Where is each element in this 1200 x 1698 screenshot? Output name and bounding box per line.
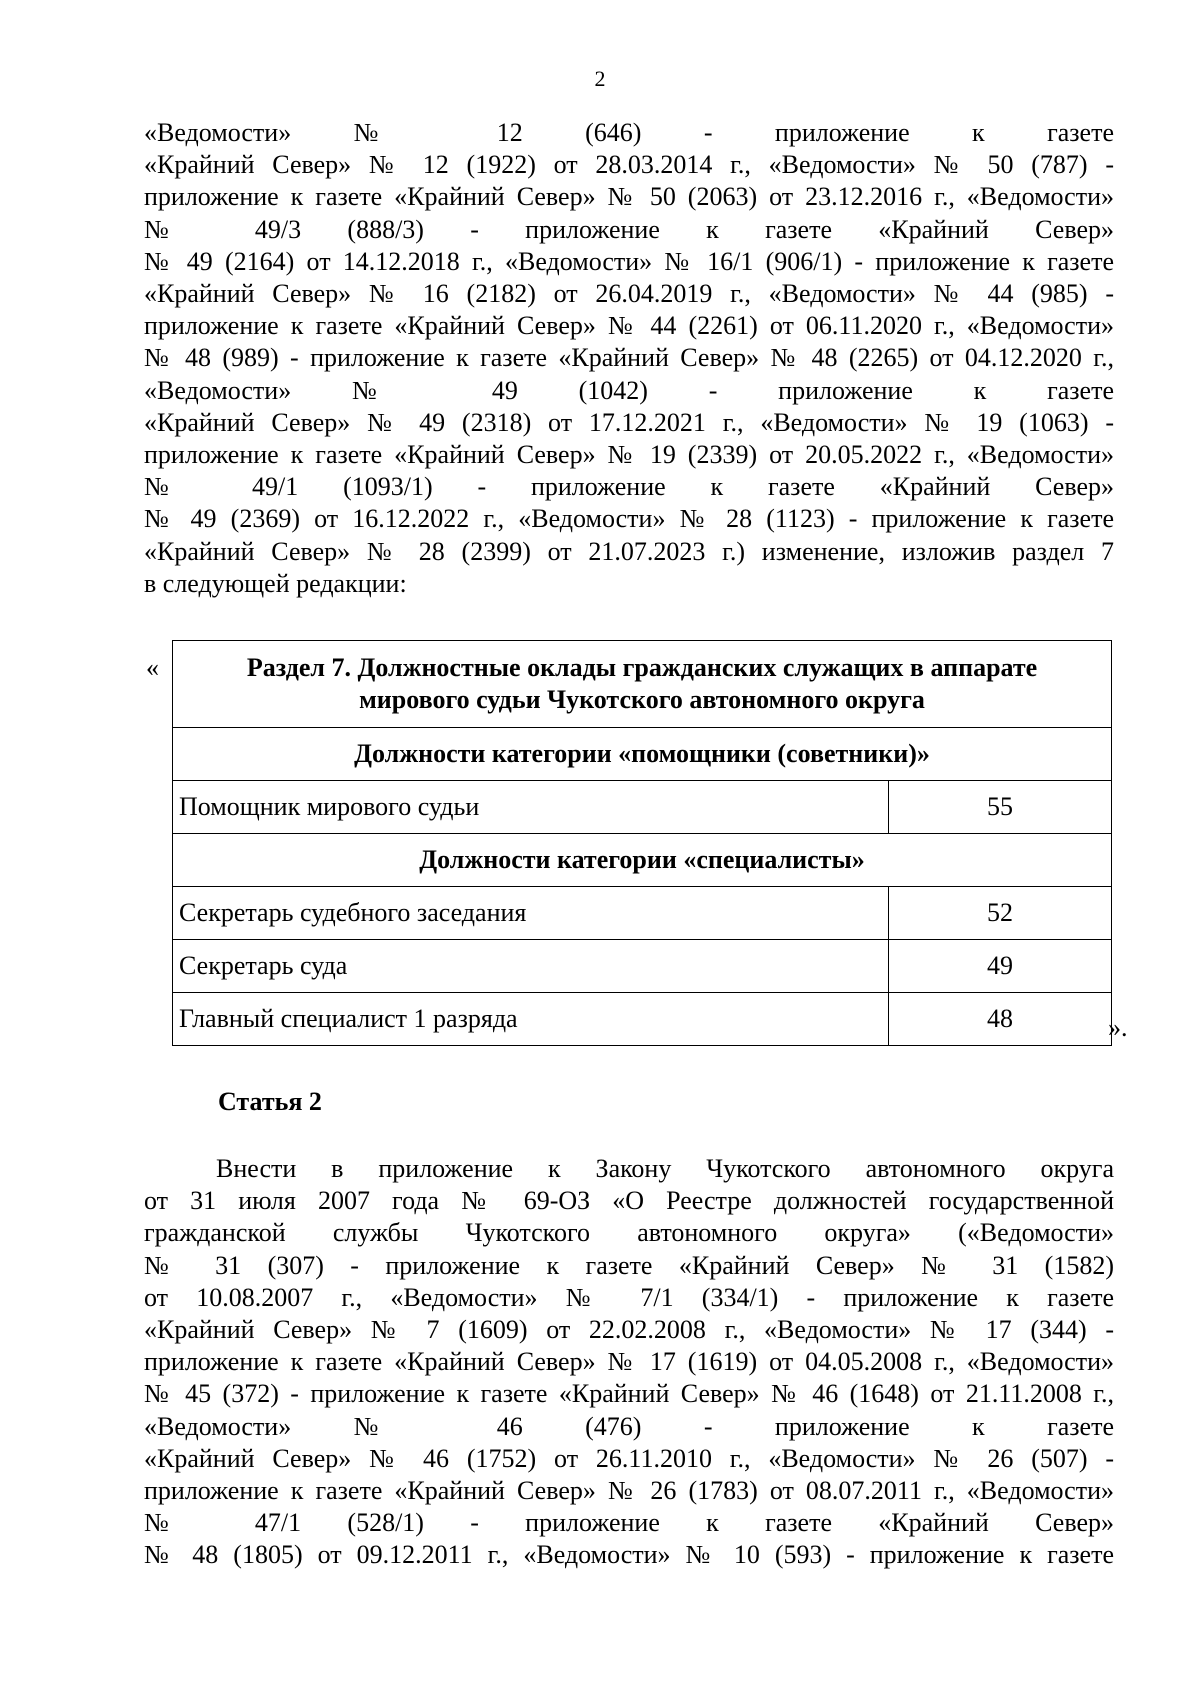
text-line: гражданской службы Чукотского автономного округа» («Ведомости»: [144, 1218, 1114, 1248]
salary-value-cell: 55: [889, 781, 1112, 834]
text-line: в следующей редакции:: [144, 568, 407, 598]
table-close-quote: ».: [1108, 1013, 1128, 1042]
table-row: [173, 993, 1112, 1046]
text-line: Внести в приложение к Закону Чукотского автономного округа: [216, 1154, 1114, 1183]
text-line: «Ведомости» № 49 (1042) - приложение к газете: [144, 375, 1114, 405]
text-line: приложение к газете «Крайний Север» № 50 (2063) от 23.12.2016 г., «Ведомости»: [144, 182, 1114, 212]
text-line: № 48 (1805) от 09.12.2011 г., «Ведомости» № 10 (593) - приложение к газете: [144, 1540, 1114, 1570]
text-line: приложение к газете «Крайний Север» № 26 (1783) от 08.07.2011 г., «Ведомости»: [144, 1476, 1114, 1506]
text-line: от 10.08.2007 г., «Ведомости» № 7/1 (334/1) - приложение к газете: [144, 1282, 1114, 1312]
table-row: [173, 940, 1112, 993]
text-line: № 31 (307) - приложение к газете «Крайний Север» № 31 (1582): [144, 1250, 1114, 1280]
salary-value-cell: 49: [889, 940, 1112, 993]
text-line: № 49/3 (888/3) - приложение к газете «Крайний Север»: [144, 214, 1114, 244]
page-number: 2: [594, 66, 606, 91]
position-cell: Главный специалист 1 разряда: [173, 993, 889, 1046]
category-header: Должности категории «помощники (советники)»: [173, 728, 1112, 781]
text-line: «Ведомости» № 46 (476) - приложение к газете: [144, 1411, 1114, 1441]
text-line: № 49 (2164) от 14.12.2018 г., «Ведомости» № 16/1 (906/1) - приложение к газете: [144, 246, 1114, 276]
table-title-line: Раздел 7. Должностные оклады гражданских служащих в аппарате: [246, 653, 1038, 682]
text-line: «Крайний Север» № 28 (2399) от 21.07.2023 г.) изменение, изложив раздел 7: [144, 536, 1114, 566]
salary-table: [172, 640, 1112, 1046]
category-header: Должности категории «специалисты»: [173, 834, 1112, 887]
text-line: приложение к газете «Крайний Север» № 44 (2261) от 06.11.2020 г., «Ведомости»: [144, 311, 1114, 341]
text-line: «Ведомости» № 12 (646) - приложение к газете: [144, 118, 1114, 147]
table-row: [173, 781, 1112, 834]
text-line: «Крайний Север» № 46 (1752) от 26.11.2010 г., «Ведомости» № 26 (507) -: [144, 1443, 1114, 1473]
text-line: приложение к газете «Крайний Север» № 17 (1619) от 04.05.2008 г., «Ведомости»: [144, 1347, 1114, 1377]
salary-value-cell: 52: [889, 887, 1112, 940]
text-line: от 31 июля 2007 года № 69-ОЗ «О Реестре должностей государственной: [144, 1186, 1114, 1216]
article-2-paragraph: [144, 1153, 1114, 1572]
text-line: № 45 (372) - приложение к газете «Крайний Север» № 46 (1648) от 21.11.2008 г.,: [144, 1379, 1114, 1409]
text-line: № 49/1 (1093/1) - приложение к газете «Крайний Север»: [144, 472, 1114, 502]
text-line: приложение к газете «Крайний Север» № 19 (2339) от 20.05.2022 г., «Ведомости»: [144, 440, 1114, 470]
table-open-quote: «: [146, 653, 159, 682]
text-line: «Крайний Север» № 16 (2182) от 26.04.2019 г., «Ведомости» № 44 (985) -: [144, 279, 1114, 309]
text-line: № 48 (989) - приложение к газете «Крайний Север» № 48 (2265) от 04.12.2020 г.,: [144, 343, 1114, 373]
article-heading: Статья 2: [218, 1087, 322, 1116]
position-cell: Секретарь судебного заседания: [173, 887, 889, 940]
text-line: «Крайний Север» № 7 (1609) от 22.02.2008 г., «Ведомости» № 17 (344) -: [144, 1315, 1114, 1345]
table-title-line: мирового судьи Чукотского автономного округа: [359, 685, 925, 714]
text-line: «Крайний Север» № 12 (1922) от 28.03.2014 г., «Ведомости» № 50 (787) -: [144, 150, 1114, 180]
position-cell: Помощник мирового судьи: [173, 781, 889, 834]
salary-value-cell: 48: [889, 993, 1112, 1046]
text-line: «Крайний Север» № 49 (2318) от 17.12.2021 г., «Ведомости» № 19 (1063) -: [144, 407, 1114, 437]
amendment-paragraph: [144, 117, 1114, 600]
text-line: № 49 (2369) от 16.12.2022 г., «Ведомости» № 28 (1123) - приложение к газете: [144, 504, 1114, 534]
position-cell: Секретарь суда: [173, 940, 889, 993]
text-line: № 47/1 (528/1) - приложение к газете «Крайний Север»: [144, 1508, 1114, 1538]
table-title: [173, 641, 1112, 728]
table-row: [173, 887, 1112, 940]
